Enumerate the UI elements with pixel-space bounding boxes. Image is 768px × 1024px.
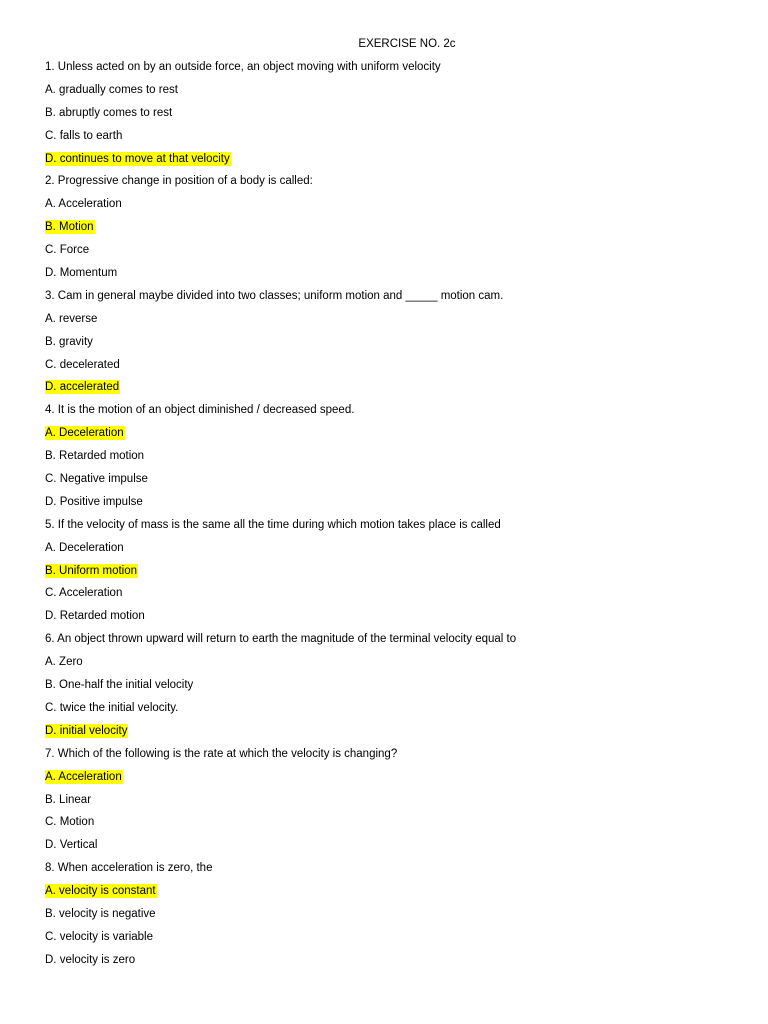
answer-option (45, 357, 745, 380)
question-text (45, 860, 745, 883)
option-label: B. Uniform motion (45, 564, 138, 577)
question-label: 2. Progressive change in position of a body is called: (45, 175, 313, 188)
answer-option (45, 952, 745, 975)
question-text (45, 173, 745, 196)
option-label: A. Deceleration (45, 427, 124, 440)
answer-option (45, 837, 745, 860)
correct-answer-option (45, 151, 745, 174)
option-label: C. Motion (45, 816, 95, 829)
question-label: 8. When acceleration is zero, the (45, 862, 213, 875)
correct-answer-option (45, 379, 745, 402)
answer-option (45, 471, 745, 494)
option-label: D. accelerated (45, 381, 120, 394)
question-label: 4. It is the motion of an object diminished / decreased speed. (45, 404, 355, 417)
option-label: A. Zero (45, 656, 83, 669)
question-text (45, 288, 745, 311)
option-label: B. Linear (45, 793, 92, 806)
correct-answer-option (45, 769, 745, 792)
answer-option (45, 196, 745, 219)
question-text (45, 402, 745, 425)
option-label: D. initial velocity (45, 724, 128, 737)
option-label: B. velocity is negative (45, 907, 156, 920)
option-label: B. Retarded motion (45, 450, 145, 463)
option-label: A. reverse (45, 312, 98, 325)
option-label: D. continues to move at that velocity (45, 152, 230, 165)
answer-option (45, 311, 745, 334)
answer-option (45, 128, 745, 151)
answer-option (45, 608, 745, 631)
option-label: C. Force (45, 244, 90, 257)
answer-option (45, 494, 745, 517)
answer-option (45, 448, 745, 471)
option-label: C. falls to earth (45, 129, 123, 142)
option-label: C. decelerated (45, 358, 120, 371)
correct-answer-option (45, 883, 745, 906)
correct-answer-option (45, 563, 745, 586)
option-label: D. Positive impulse (45, 495, 143, 508)
option-label: A. Deceleration (45, 541, 124, 554)
option-label: A. Acceleration (45, 198, 122, 211)
question-label: 3. Cam in general maybe divided into two classes; uniform motion and _____ motion cam. (45, 289, 504, 302)
option-label: A. Acceleration (45, 770, 122, 783)
question-list (45, 59, 745, 975)
option-label: C. Acceleration (45, 587, 123, 600)
option-label: B. abruptly comes to rest (45, 106, 173, 119)
correct-answer-option (45, 723, 745, 746)
question-text (45, 517, 745, 540)
option-label: D. Momentum (45, 267, 118, 280)
option-label: C. velocity is variable (45, 930, 154, 943)
question-label: 5. If the velocity of mass is the same all the time during which motion takes place is called (45, 518, 501, 531)
option-label: B. gravity (45, 335, 93, 348)
question-label: 1. Unless acted on by an outside force, an object moving with uniform velocity (45, 61, 441, 73)
question-label: 6. An object thrown upward will return to earth the magnitude of the terminal velocity equal to (45, 633, 517, 646)
correct-answer-option (45, 219, 745, 242)
question-text (45, 746, 745, 769)
correct-answer-option (45, 425, 745, 448)
answer-option (45, 105, 745, 128)
option-label: A. gradually comes to rest (45, 83, 178, 96)
option-label: D. velocity is zero (45, 953, 136, 966)
answer-option (45, 82, 745, 105)
answer-option (45, 792, 745, 815)
option-label: A. velocity is constant (45, 885, 156, 898)
answer-option (45, 700, 745, 723)
option-label: C. twice the initial velocity. (45, 701, 179, 714)
answer-option (45, 265, 745, 288)
question-label: 7. Which of the following is the rate at which the velocity is changing? (45, 747, 398, 760)
option-label: B. One-half the initial velocity (45, 679, 194, 692)
option-label: C. Negative impulse (45, 473, 148, 486)
option-label: D. Vertical (45, 839, 98, 852)
option-label: D. Retarded motion (45, 610, 145, 623)
answer-option (45, 814, 745, 837)
question-text (45, 59, 745, 82)
answer-option (45, 654, 745, 677)
option-label: B. Motion (45, 221, 94, 234)
question-text (45, 631, 745, 654)
page-title: EXERCISE NO. 2c (358, 38, 456, 50)
answer-option (45, 242, 745, 265)
answer-option (45, 540, 745, 563)
answer-option (45, 906, 745, 929)
answer-option (45, 585, 745, 608)
answer-option (45, 334, 745, 357)
answer-option (45, 677, 745, 700)
answer-option (45, 929, 745, 952)
